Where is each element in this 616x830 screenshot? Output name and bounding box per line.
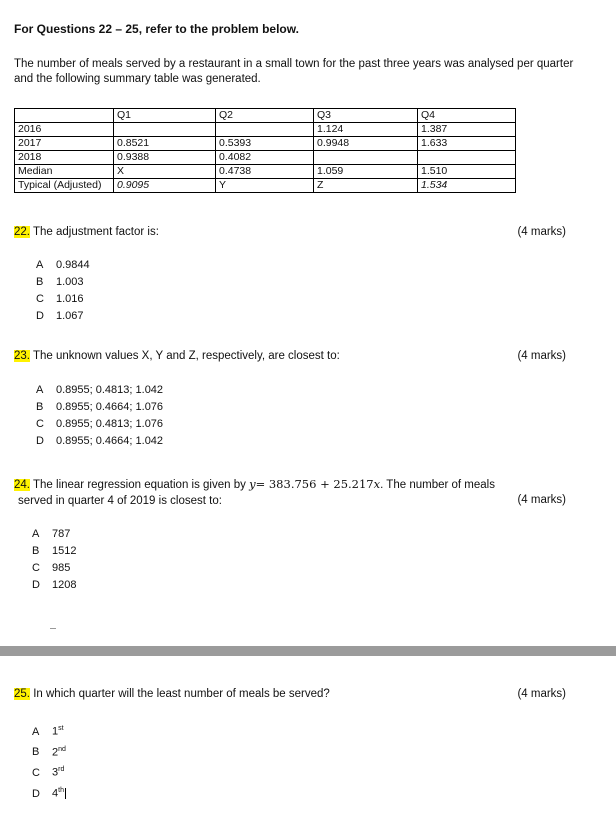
option-text: 985: [52, 562, 71, 574]
question-25: [14, 688, 330, 700]
table-cell: 0.8521: [114, 137, 216, 151]
option-label: D: [36, 435, 44, 447]
options-list: [36, 257, 90, 325]
question-text: In which quarter will the least number of meals be served?: [33, 688, 330, 700]
option-c[interactable]: [32, 761, 66, 782]
marks-label: (4 marks): [517, 688, 566, 700]
table-row: [15, 165, 516, 179]
table-cell: [418, 151, 516, 165]
option-text: 0.9844: [56, 259, 90, 271]
option-c[interactable]: [36, 416, 163, 433]
option-number: 1: [52, 725, 59, 738]
question-number: 22.: [14, 226, 30, 238]
table-cell: [314, 151, 418, 165]
section-heading: For Questions 22 – 25, refer to the problem below.: [14, 22, 299, 36]
options-list: [32, 720, 66, 803]
table-header-cell: Q4: [418, 109, 516, 123]
options-list: [36, 382, 163, 450]
option-label: B: [36, 401, 44, 413]
option-suffix: rd: [58, 766, 65, 774]
table-cell: 0.4082: [216, 151, 314, 165]
table-header-cell: Q3: [314, 109, 418, 123]
option-c[interactable]: [32, 560, 76, 577]
table-cell: Typical (Adjusted): [15, 179, 114, 193]
question-24: [14, 476, 495, 509]
option-a[interactable]: [36, 257, 90, 274]
option-text: 0.8955; 0.4813; 1.042: [56, 384, 164, 396]
question-22: [14, 226, 159, 238]
option-text: 0.8955; 0.4664; 1.076: [56, 401, 164, 413]
table-cell: X: [114, 165, 216, 179]
equation-y: y: [249, 477, 256, 491]
option-d[interactable]: [32, 577, 76, 594]
table-cell: 1.124: [314, 123, 418, 137]
option-b[interactable]: [32, 543, 76, 560]
option-text: 1.016: [56, 293, 84, 305]
option-d[interactable]: [36, 308, 90, 325]
table-cell: 1.534: [418, 179, 516, 193]
option-suffix: th: [58, 786, 64, 794]
question-23: [14, 350, 340, 362]
table-cell: 0.5393: [216, 137, 314, 151]
option-text: 0.8955; 0.4664; 1.042: [56, 435, 164, 447]
table-header-cell: Q1: [114, 109, 216, 123]
table-row: [15, 123, 516, 137]
question-text: The unknown values X, Y and Z, respectively, are closest to:: [33, 350, 340, 362]
table-row: [15, 137, 516, 151]
option-a[interactable]: [32, 720, 66, 741]
table-header-cell: Q2: [216, 109, 314, 123]
option-text: 1512: [52, 545, 77, 557]
question-number: 25.: [14, 688, 30, 700]
option-number: 2: [52, 746, 59, 759]
option-label: B: [36, 276, 44, 288]
option-label: D: [36, 310, 44, 322]
option-label: B: [32, 545, 40, 557]
option-label: B: [32, 746, 40, 759]
table-cell: 1.387: [418, 123, 516, 137]
option-label: A: [32, 528, 40, 540]
option-label: D: [32, 787, 40, 800]
table-cell: 1.510: [418, 165, 516, 179]
page-mark: [50, 628, 56, 629]
table-cell: 2017: [15, 137, 114, 151]
table-row: [15, 179, 516, 193]
option-label: D: [32, 579, 40, 591]
table-cell: 0.4738: [216, 165, 314, 179]
table-cell: 0.9388: [114, 151, 216, 165]
option-c[interactable]: [36, 291, 90, 308]
option-label: C: [36, 293, 44, 305]
option-label: C: [32, 562, 40, 574]
option-text: 1.003: [56, 276, 84, 288]
option-d[interactable]: [32, 782, 66, 803]
table-row: [15, 151, 516, 165]
problem-intro: The number of meals served by a restaurant in a small town for the past three years was analysed per quarter and the following summary table was generated.: [14, 58, 574, 85]
question-text: The adjustment factor is:: [33, 226, 159, 238]
option-a[interactable]: [32, 526, 76, 543]
option-label: C: [36, 418, 44, 430]
table-cell: [216, 123, 314, 137]
option-text: 0.8955; 0.4813; 1.076: [56, 418, 164, 430]
table-cell: Y: [216, 179, 314, 193]
question-text: The linear regression equation is given by: [33, 479, 246, 491]
question-text-line2: served in quarter 4 of 2019 is closest to:: [18, 495, 222, 507]
option-b[interactable]: [36, 274, 90, 291]
question-number: 24.: [14, 479, 30, 491]
table-cell: 1.633: [418, 137, 516, 151]
option-b[interactable]: [36, 399, 163, 416]
marks-label: (4 marks): [517, 226, 566, 238]
table-cell: 2016: [15, 123, 114, 137]
question-text: . The number of meals: [380, 479, 495, 491]
text-cursor: [65, 788, 66, 799]
equation-x: x: [373, 477, 381, 491]
page-divider: [0, 646, 616, 656]
table-cell: Z: [314, 179, 418, 193]
option-number: 4: [52, 787, 59, 800]
table-cell: 2018: [15, 151, 114, 165]
option-b[interactable]: [32, 741, 66, 762]
marks-label: (4 marks): [517, 494, 566, 506]
option-label: A: [36, 259, 44, 271]
equation-body: = 383.756 + 25.217: [255, 477, 374, 491]
option-text: 1.067: [56, 310, 84, 322]
table-cell: Median: [15, 165, 114, 179]
table-cell: [114, 123, 216, 137]
question-number: 23.: [14, 350, 30, 362]
option-number: 3: [52, 766, 59, 779]
options-list: [32, 526, 76, 594]
option-a[interactable]: [36, 382, 163, 399]
option-label: C: [32, 766, 40, 779]
table-header-cell: [15, 109, 114, 123]
option-suffix: nd: [58, 745, 66, 753]
option-label: A: [32, 725, 40, 738]
option-d[interactable]: [36, 433, 163, 450]
option-label: A: [36, 384, 44, 396]
table-header-row: [15, 109, 516, 123]
option-text: 787: [52, 528, 71, 540]
marks-label: (4 marks): [517, 350, 566, 362]
option-suffix: st: [58, 725, 64, 732]
option-text: 1208: [52, 579, 77, 591]
summary-table: [14, 108, 516, 193]
table-cell: 0.9948: [314, 137, 418, 151]
table-cell: 1.059: [314, 165, 418, 179]
table-cell: 0.9095: [114, 179, 216, 193]
